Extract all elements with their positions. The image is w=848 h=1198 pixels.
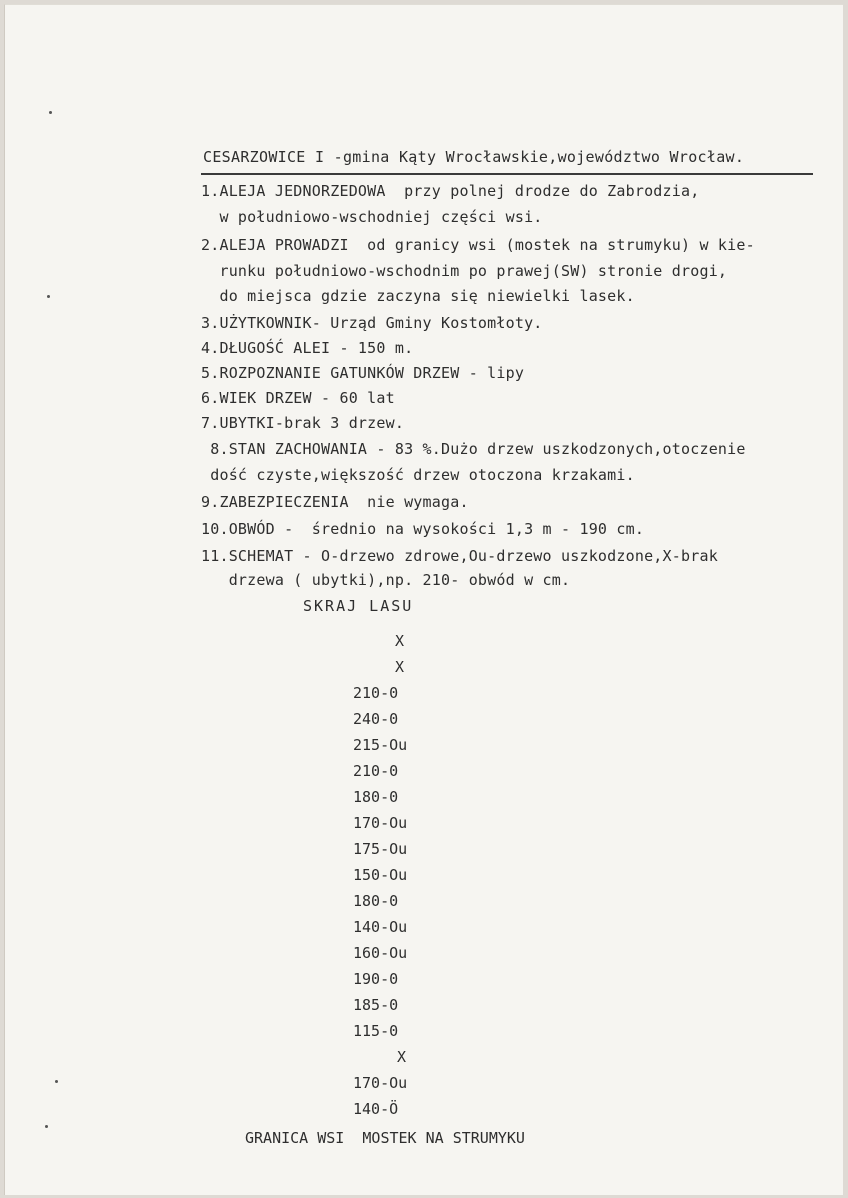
item-line: 9.ZABEZPIECZENIA nie wymaga. [201,493,469,511]
item-line: 11.SCHEMAT - O-drzewo zdrowe,Ou-drzewo uszkodzone,X-brak [201,547,718,565]
schema-entry: 175-Ou [353,840,408,858]
paper-speck [49,111,52,114]
schema-entry: 170-Ou [353,1074,408,1092]
item-line: 2.ALEJA PROWADZI od granicy wsi (mostek na strumyku) w kie- [201,236,755,254]
item-line: 4.DŁUGOŚĆ ALEI - 150 m. [201,339,414,357]
schema-entry: 215-Ou [353,736,408,754]
schema-entry: 240-0 [353,710,399,728]
item-line: 6.WIEK DRZEW - 60 lat [201,389,395,407]
document-page [4,4,843,1195]
item-line: do miejsca gdzie zaczyna się niewielki lasek. [201,287,635,305]
schema-entry: 160-Ou [353,944,408,962]
item-line: 5.ROZPOZNANIE GATUNKÓW DRZEW - lipy [201,364,525,382]
schema-entry: X [397,1048,407,1066]
schema-entry: 180-0 [353,788,399,806]
paper-speck [55,1080,58,1083]
schema-forest-edge-label: SKRAJ LASU [303,597,414,615]
paper-speck [47,295,50,298]
item-line: 8.STAN ZACHOWANIA - 83 %.Dużo drzew uszkodzonych,otoczenie [201,440,746,458]
item-line: w południowo-wschodniej części wsi. [201,208,543,226]
schema-entry: X [395,632,405,650]
item-line: dość czyste,większość drzew otoczona krzakami. [201,466,635,484]
item-line: drzewa ( ubytki),np. 210- obwód w cm. [201,571,571,589]
schema-entry: 140-Ou [353,918,408,936]
schema-entry: 180-0 [353,892,399,910]
schema-entry: 150-Ou [353,866,408,884]
schema-entry: 210-0 [353,762,399,780]
schema-entry: 210-0 [353,684,399,702]
schema-entry: 140-Ö [353,1100,399,1118]
schema-entry: 185-0 [353,996,399,1014]
schema-entry: 190-0 [353,970,399,988]
schema-entry: X [395,658,405,676]
schema-entry: 115-0 [353,1022,399,1040]
paper-speck [45,1125,48,1128]
item-line: runku południowo-wschodnim po prawej(SW) stronie drogi, [201,262,728,280]
schema-village-border-label: GRANICA WSI MOSTEK NA STRUMYKU [245,1129,525,1147]
document-heading: CESARZOWICE I -gmina Kąty Wrocławskie,województwo Wrocław. [203,148,745,166]
heading-underline [201,173,813,175]
item-line: 1.ALEJA JEDNORZEDOWA przy polnej drodze do Zabrodzia, [201,182,700,200]
item-line: 3.UŻYTKOWNIK- Urząd Gminy Kostomłoty. [201,314,543,332]
schema-entry: 170-Ou [353,814,408,832]
item-line: 7.UBYTKI-brak 3 drzew. [201,414,405,432]
item-line: 10.OBWÓD - średnio na wysokości 1,3 m - 190 cm. [201,520,645,538]
